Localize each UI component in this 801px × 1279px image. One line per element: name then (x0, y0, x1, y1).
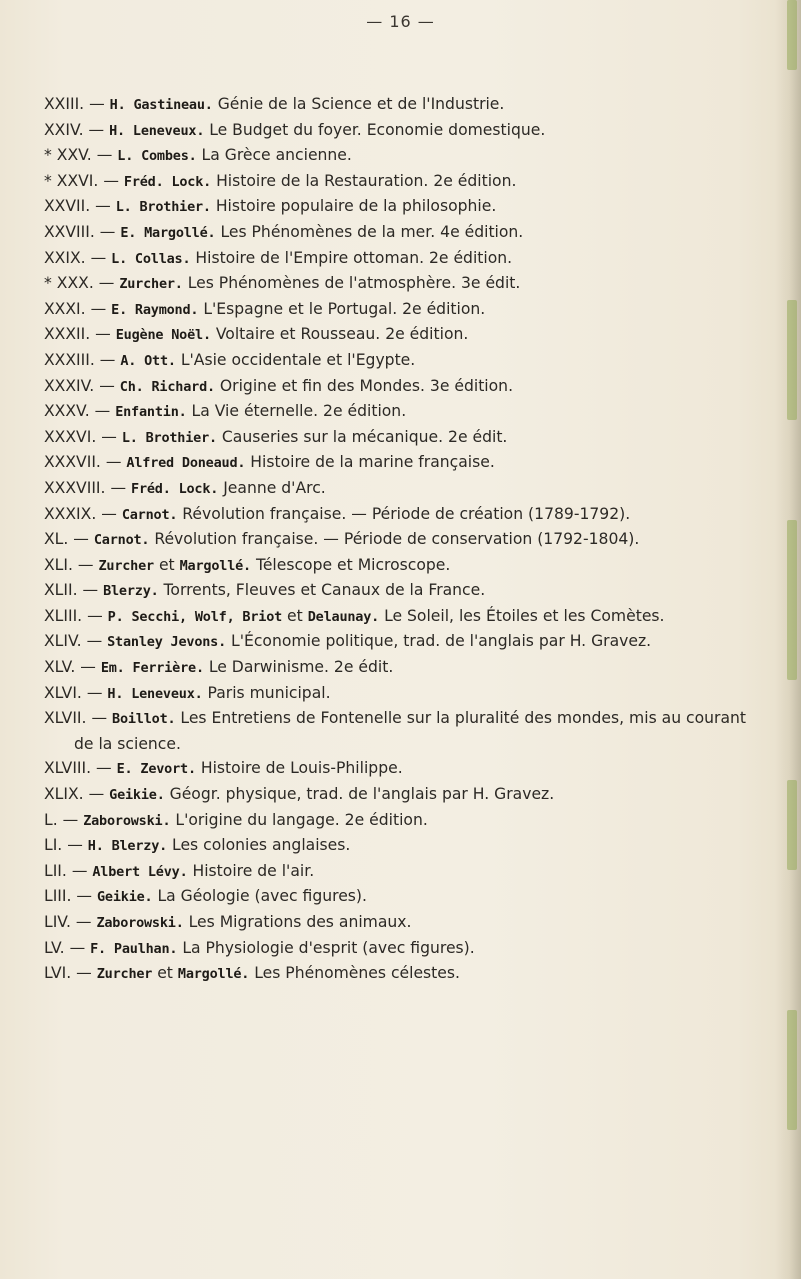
volume-number: XLIX. (44, 785, 84, 804)
volume-number: XXXIX. (44, 504, 97, 523)
list-item (44, 425, 756, 451)
author-name: Stanley Jevons. (107, 634, 227, 651)
dash: — (105, 453, 122, 472)
author-name: Carnot. (93, 532, 150, 549)
volume-number: XXXVI. (44, 427, 97, 446)
asterisk-mark: * (44, 274, 52, 293)
book-title: Les Entretiens de Fontenelle sur la pluralité des mondes, mis au courant de la science. (74, 709, 747, 753)
author-name: E. Margollé. (120, 224, 216, 241)
author-name: L. Brothier. (115, 199, 211, 216)
volume-number: XXIII. (44, 95, 85, 113)
book-title: Histoire de l'air. (192, 861, 315, 880)
list-item (44, 169, 756, 195)
author-name: Zurcher. (119, 276, 183, 293)
dash: — (86, 632, 103, 651)
book-title: L'Économie politique, trad. de l'anglais par H. Gravez. (231, 632, 652, 651)
book-title: Histoire de la marine française. (250, 453, 495, 472)
volume-number: XL. (44, 530, 69, 549)
dash: — (76, 887, 93, 906)
dash: — (110, 478, 127, 497)
author-name: Ch. Richard. (119, 378, 215, 395)
dash: — (76, 964, 92, 983)
dash: — (73, 530, 89, 549)
author-name: Alfred Doneaud. (126, 455, 246, 472)
volume-number: XXV. (56, 146, 92, 165)
book-title: Génie de la Science et de l'Industrie. (217, 95, 505, 113)
page-edge-mark (787, 300, 797, 420)
list-item (44, 297, 756, 323)
dash: — (88, 120, 105, 139)
author-name: Zaborowski. (83, 812, 171, 829)
list-item (44, 92, 756, 118)
author-name: Geikie. (109, 787, 165, 804)
dash: — (94, 402, 111, 421)
book-title: Voltaire et Rousseau. 2e édition. (215, 325, 469, 344)
list-item (44, 246, 756, 272)
dash: — (96, 759, 112, 778)
author-name: Margollé. (179, 557, 251, 574)
volume-number: XLV. (44, 658, 76, 677)
volume-number: XLVIII. (44, 759, 92, 778)
dash: — (62, 810, 79, 829)
dash: — (80, 658, 96, 677)
author-name: F. Paulhan. (90, 940, 178, 957)
author-name: Margollé. (177, 966, 250, 983)
book-title: Origine et fin des Mondes. 3e édition. (219, 376, 514, 395)
book-title: Les Migrations des animaux. (188, 913, 412, 931)
author-name: Geikie. (96, 889, 153, 906)
volume-number: XLII. (44, 581, 78, 600)
list-item (44, 322, 756, 348)
dash: — (87, 606, 103, 625)
list-item (44, 194, 756, 220)
book-title: Les colonies anglaises. (172, 836, 351, 855)
book-title: La Vie éternelle. 2e édition. (191, 402, 407, 421)
volume-number: XXXIII. (44, 350, 95, 369)
dash: — (99, 376, 115, 395)
list-item (44, 271, 756, 297)
dash: — (101, 504, 117, 523)
book-title: Les Phénomènes de la mer. 4e édition. (220, 222, 524, 241)
volume-number: XLVII. (44, 709, 87, 728)
list-item (44, 476, 756, 502)
dash: — (99, 350, 116, 369)
author-name: L. Brothier. (121, 429, 217, 446)
dash: — (90, 248, 107, 267)
book-title: Révolution française. — Période de conservation (1792-1804). (154, 530, 640, 549)
book-title: L'Asie occidentale et l'Egypte. (180, 350, 416, 369)
author-name: L. Combes. (117, 148, 197, 165)
dash: — (77, 555, 94, 574)
book-title: Les Phénomènes de l'atmosphère. 3e édit. (187, 274, 521, 293)
author-name: Enfantin. (115, 404, 187, 421)
book-title: Torrents, Fleuves et Canaux de la France. (163, 581, 486, 600)
list-item (44, 910, 756, 936)
page-edge-mark (787, 0, 797, 70)
dash: — (67, 836, 83, 855)
book-list (44, 92, 756, 987)
book-title: Télescope et Microscope. (255, 555, 451, 574)
book-title: Histoire de Louis-Philippe. (200, 759, 403, 778)
author-name: Fréd. Lock. (123, 173, 212, 190)
book-title: La Géologie (avec figures). (157, 887, 367, 906)
volume-number: LI. (44, 836, 63, 855)
list-item (44, 502, 756, 528)
author-name: E. Zevort. (116, 761, 196, 778)
list-item (44, 553, 756, 579)
book-title: Révolution française. — Période de création (1789-1792). (182, 504, 631, 523)
list-item (44, 399, 756, 425)
book-title: La Physiologie d'esprit (avec figures). (182, 938, 475, 957)
volume-number: XXXIV. (44, 376, 95, 395)
volume-number: XLI. (44, 555, 73, 574)
dash: — (88, 785, 105, 804)
author-name: H. Blerzy. (87, 838, 168, 855)
author-name: H. Leneveux. (107, 685, 203, 702)
book-title: Histoire de la Restauration. 2e édition. (216, 171, 517, 190)
book-title: La Grèce ancienne. (201, 146, 352, 165)
dash: — (95, 325, 111, 344)
book-title: Histoire populaire de la philosophie. (215, 197, 497, 216)
book-title: Jeanne d'Arc. (223, 478, 326, 497)
list-item (44, 220, 756, 246)
volume-number: XXX. (56, 274, 94, 293)
list-item (44, 782, 756, 808)
author-name: H. Gastineau. (109, 97, 213, 113)
list-item (44, 859, 756, 885)
author-name: E. Raymond. (111, 301, 199, 318)
conjunction: et (157, 964, 173, 983)
author-name: Boillot. (112, 711, 176, 728)
page-number: — 16 — (366, 12, 435, 31)
volume-number: XLIV. (44, 632, 82, 651)
dash: — (89, 95, 105, 113)
list-item (44, 143, 756, 169)
volume-number: L. (44, 810, 58, 829)
volume-number: XXXVIII. (44, 478, 106, 497)
author-name: A. Ott. (120, 352, 176, 369)
dash: — (71, 861, 88, 880)
list-item (44, 884, 756, 910)
book-title: Le Darwinisme. 2e édit. (208, 658, 394, 677)
book-title: Le Soleil, les Étoiles et les Comètes. (384, 606, 665, 625)
volume-number: XLIII. (44, 606, 83, 625)
author-name: Albert Lévy. (92, 863, 188, 880)
volume-number: LV. (44, 938, 65, 957)
dash: — (86, 683, 103, 702)
asterisk-mark: * (44, 146, 52, 165)
list-item (44, 450, 756, 476)
author-name: L. Collas. (111, 250, 191, 267)
book-title: Causeries sur la mécanique. 2e édit. (221, 427, 508, 446)
dash: — (99, 222, 116, 241)
volume-number: LVI. (44, 964, 72, 983)
list-item (44, 374, 756, 400)
author-name: Carnot. (121, 506, 178, 523)
volume-number: XXVI. (56, 171, 99, 190)
list-item (44, 527, 756, 553)
author-name: Zurcher (96, 966, 153, 983)
volume-number: XXXII. (44, 325, 91, 344)
dash: — (96, 146, 113, 165)
list-item (44, 936, 756, 962)
list-item (44, 961, 756, 987)
dash: — (98, 274, 115, 293)
volume-number: XLVI. (44, 683, 82, 702)
dash: — (101, 427, 117, 446)
list-item (44, 604, 756, 630)
list-item (44, 681, 756, 707)
conjunction: et (158, 555, 175, 574)
list-item (44, 706, 756, 756)
volume-number: XXXI. (44, 299, 86, 318)
dash: — (75, 913, 92, 931)
list-item (44, 833, 756, 859)
asterisk-mark: * (44, 171, 52, 190)
volume-number: LIV. (44, 913, 71, 931)
list-item (44, 578, 756, 604)
author-name: P. Secchi, Wolf, Briot (107, 608, 283, 625)
volume-number: XXVII. (44, 197, 91, 216)
page-edge-mark (787, 520, 797, 680)
list-item (44, 629, 756, 655)
list-item (44, 348, 756, 374)
dash: — (91, 709, 108, 728)
book-title: L'Espagne et le Portugal. 2e édition. (203, 299, 486, 318)
book-title: L'origine du langage. 2e édition. (175, 810, 428, 829)
list-item (44, 655, 756, 681)
list-item (44, 756, 756, 782)
dash: — (95, 197, 111, 216)
dash: — (69, 938, 86, 957)
volume-number: XXIX. (44, 248, 86, 267)
dash: — (90, 299, 107, 318)
book-title: Histoire de l'Empire ottoman. 2e édition. (195, 248, 513, 267)
author-name: Blerzy. (103, 583, 159, 600)
conjunction: et (287, 606, 303, 625)
volume-number: XXXV. (44, 402, 90, 421)
author-name: Zaborowski. (96, 915, 184, 931)
page-edge-mark (787, 1010, 797, 1130)
dash: — (103, 171, 119, 190)
author-name: Fréd. Lock. (131, 480, 219, 497)
book-title: Le Budget du foyer. Economie domestique. (209, 120, 546, 139)
book-title: Paris municipal. (207, 683, 331, 702)
volume-number: XXXVII. (44, 453, 101, 472)
dash: — (82, 581, 99, 600)
author-name: Em. Ferrière. (100, 660, 204, 677)
book-title: Les Phénomènes célestes. (254, 964, 460, 983)
author-name: Eugène Noël. (115, 327, 211, 344)
list-item (44, 808, 756, 834)
volume-number: LIII. (44, 887, 72, 906)
book-title: Géogr. physique, trad. de l'anglais par H. Gravez. (169, 785, 555, 804)
volume-number: XXVIII. (44, 222, 95, 241)
author-name: Delaunay. (307, 608, 380, 625)
author-name: Zurcher (98, 557, 154, 574)
author-name: H. Leneveux. (109, 122, 205, 139)
list-item (44, 118, 756, 144)
page-edge-mark (787, 780, 797, 870)
volume-number: XXIV. (44, 120, 84, 139)
volume-number: LII. (44, 861, 67, 880)
